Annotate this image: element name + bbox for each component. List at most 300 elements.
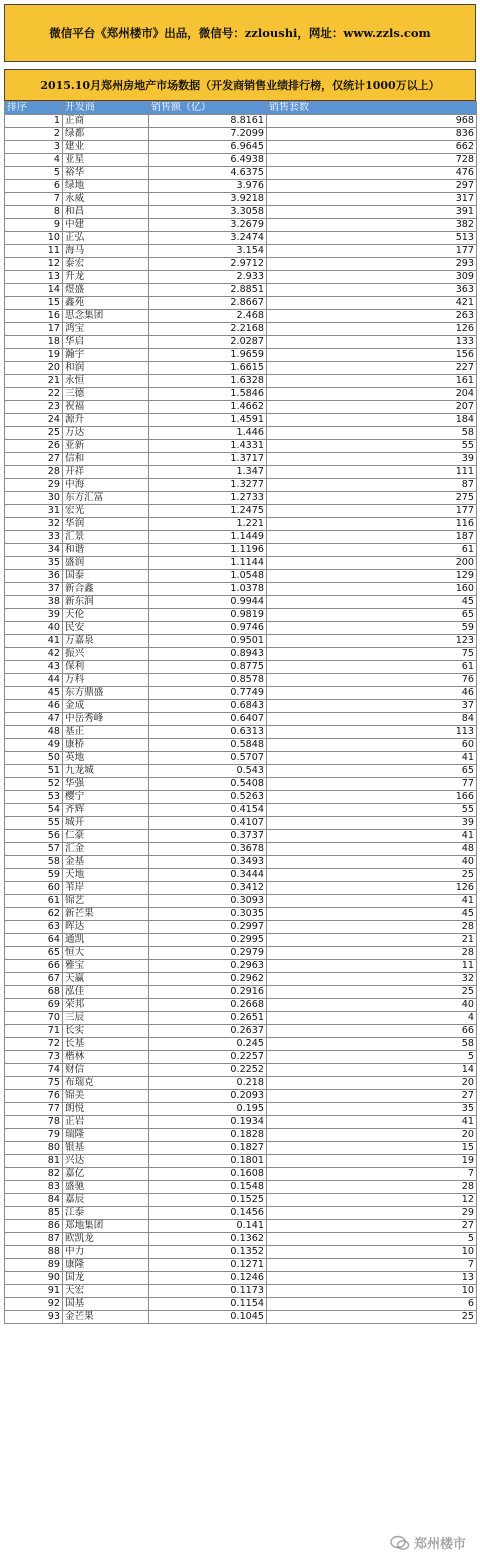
- cell-sales: 0.8943: [149, 648, 267, 661]
- table-row: [5, 466, 477, 479]
- cell-units: 58: [267, 1038, 477, 1051]
- cell-rank: 89: [5, 1259, 63, 1272]
- cell-sales: 4.6375: [149, 167, 267, 180]
- cell-developer: 泰宏: [63, 258, 149, 271]
- cell-sales: 0.9746: [149, 622, 267, 635]
- table-row: [5, 544, 477, 557]
- cell-developer: 国龙: [63, 1272, 149, 1285]
- cell-rank: 53: [5, 791, 63, 804]
- cell-developer: 民安: [63, 622, 149, 635]
- cell-sales: 3.2679: [149, 219, 267, 232]
- cell-rank: 29: [5, 479, 63, 492]
- cell-rank: 63: [5, 921, 63, 934]
- cell-units: 55: [267, 440, 477, 453]
- cell-sales: 3.2474: [149, 232, 267, 245]
- cell-sales: 0.6313: [149, 726, 267, 739]
- table-row: [5, 271, 477, 284]
- cell-sales: 3.3058: [149, 206, 267, 219]
- cell-sales: 0.9819: [149, 609, 267, 622]
- cell-sales: 0.2668: [149, 999, 267, 1012]
- cell-sales: 0.1548: [149, 1181, 267, 1194]
- cell-rank: 56: [5, 830, 63, 843]
- cell-rank: 44: [5, 674, 63, 687]
- cell-units: 421: [267, 297, 477, 310]
- table-row: [5, 570, 477, 583]
- cell-rank: 87: [5, 1233, 63, 1246]
- cell-units: 7: [267, 1168, 477, 1181]
- table-row: [5, 232, 477, 245]
- cell-developer: 东方汇富: [63, 492, 149, 505]
- cell-developer: 三德: [63, 388, 149, 401]
- cell-rank: 9: [5, 219, 63, 232]
- cell-rank: 34: [5, 544, 63, 557]
- cell-developer: 东方鼎盛: [63, 687, 149, 700]
- cell-developer: 保利: [63, 661, 149, 674]
- table-row: [5, 895, 477, 908]
- cell-rank: 21: [5, 375, 63, 388]
- cell-developer: 朗悦: [63, 1103, 149, 1116]
- cell-units: 161: [267, 375, 477, 388]
- cell-sales: 1.6328: [149, 375, 267, 388]
- cell-units: 123: [267, 635, 477, 648]
- table-row: [5, 1220, 477, 1233]
- cell-units: 40: [267, 856, 477, 869]
- cell-sales: 0.218: [149, 1077, 267, 1090]
- cell-developer: 基正: [63, 726, 149, 739]
- cell-developer: 开祥: [63, 466, 149, 479]
- cell-rank: 76: [5, 1090, 63, 1103]
- table-row: [5, 518, 477, 531]
- table-row: [5, 908, 477, 921]
- cell-units: 65: [267, 609, 477, 622]
- cell-developer: 升龙: [63, 271, 149, 284]
- cell-developer: 樱宁: [63, 791, 149, 804]
- cell-units: 187: [267, 531, 477, 544]
- cell-rank: 27: [5, 453, 63, 466]
- cell-developer: 瀚宇: [63, 349, 149, 362]
- cell-rank: 37: [5, 583, 63, 596]
- cell-sales: 2.0287: [149, 336, 267, 349]
- cell-rank: 68: [5, 986, 63, 999]
- cell-rank: 73: [5, 1051, 63, 1064]
- table-row: [5, 1155, 477, 1168]
- cell-rank: 51: [5, 765, 63, 778]
- table-row: [5, 1142, 477, 1155]
- table-row: [5, 726, 477, 739]
- table-row: [5, 1077, 477, 1090]
- cell-sales: 0.1154: [149, 1298, 267, 1311]
- cell-sales: 1.446: [149, 427, 267, 440]
- cell-developer: 城开: [63, 817, 149, 830]
- cell-rank: 22: [5, 388, 63, 401]
- cell-units: 363: [267, 284, 477, 297]
- cell-rank: 26: [5, 440, 63, 453]
- table-row: [5, 1051, 477, 1064]
- cell-developer: 英地: [63, 752, 149, 765]
- cell-units: 27: [267, 1220, 477, 1233]
- cell-rank: 7: [5, 193, 63, 206]
- cell-developer: 汇金: [63, 843, 149, 856]
- cell-developer: 源升: [63, 414, 149, 427]
- cell-rank: 10: [5, 232, 63, 245]
- table-row: [5, 388, 477, 401]
- table-row: [5, 284, 477, 297]
- cell-rank: 62: [5, 908, 63, 921]
- cell-sales: 2.8667: [149, 297, 267, 310]
- column-header-developer: 开发商: [63, 102, 149, 115]
- cell-units: 133: [267, 336, 477, 349]
- table-row: [5, 206, 477, 219]
- table-row: [5, 648, 477, 661]
- table-row: [5, 375, 477, 388]
- table-row: [5, 115, 477, 128]
- cell-rank: 20: [5, 362, 63, 375]
- cell-developer: 财信: [63, 1064, 149, 1077]
- cell-units: 116: [267, 518, 477, 531]
- cell-sales: 2.9712: [149, 258, 267, 271]
- cell-sales: 0.3444: [149, 869, 267, 882]
- cell-units: 27: [267, 1090, 477, 1103]
- cell-rank: 1: [5, 115, 63, 128]
- table-row: [5, 1103, 477, 1116]
- cell-rank: 45: [5, 687, 63, 700]
- cell-developer: 永威: [63, 193, 149, 206]
- cell-developer: 金芒果: [63, 1311, 149, 1324]
- table-row: [5, 401, 477, 414]
- cell-developer: 长基: [63, 1038, 149, 1051]
- cell-rank: 60: [5, 882, 63, 895]
- table-row: [5, 635, 477, 648]
- cell-rank: 35: [5, 557, 63, 570]
- cell-sales: 0.2963: [149, 960, 267, 973]
- cell-developer: 鸿宝: [63, 323, 149, 336]
- cell-units: 41: [267, 1116, 477, 1129]
- cell-rank: 24: [5, 414, 63, 427]
- cell-developer: 楷林: [63, 1051, 149, 1064]
- cell-developer: 万达: [63, 427, 149, 440]
- cell-rank: 91: [5, 1285, 63, 1298]
- cell-sales: 1.3717: [149, 453, 267, 466]
- cell-rank: 83: [5, 1181, 63, 1194]
- cell-sales: 0.2257: [149, 1051, 267, 1064]
- cell-rank: 58: [5, 856, 63, 869]
- cell-sales: 2.468: [149, 310, 267, 323]
- cell-developer: 嘉辰: [63, 1194, 149, 1207]
- cell-rank: 85: [5, 1207, 63, 1220]
- cell-sales: 0.1246: [149, 1272, 267, 1285]
- table-row: [5, 856, 477, 869]
- table-row: [5, 583, 477, 596]
- table-row: [5, 947, 477, 960]
- cell-rank: 3: [5, 141, 63, 154]
- cell-developer: 中力: [63, 1246, 149, 1259]
- cell-units: 61: [267, 661, 477, 674]
- cell-rank: 6: [5, 180, 63, 193]
- table-row: [5, 700, 477, 713]
- cell-sales: 0.141: [149, 1220, 267, 1233]
- table-row: [5, 492, 477, 505]
- cell-sales: 0.1173: [149, 1285, 267, 1298]
- cell-units: 41: [267, 895, 477, 908]
- cell-rank: 72: [5, 1038, 63, 1051]
- cell-developer: 海马: [63, 245, 149, 258]
- cell-sales: 0.1827: [149, 1142, 267, 1155]
- cell-units: 275: [267, 492, 477, 505]
- cell-developer: 亚星: [63, 154, 149, 167]
- cell-units: 25: [267, 869, 477, 882]
- cell-sales: 0.2252: [149, 1064, 267, 1077]
- cell-developer: 仁豪: [63, 830, 149, 843]
- cell-developer: 绿都: [63, 128, 149, 141]
- cell-developer: 嘉亿: [63, 1168, 149, 1181]
- cell-units: 61: [267, 544, 477, 557]
- cell-rank: 36: [5, 570, 63, 583]
- cell-rank: 47: [5, 713, 63, 726]
- column-header-units: 销售套数: [267, 102, 477, 115]
- cell-sales: 0.2651: [149, 1012, 267, 1025]
- table-row: [5, 596, 477, 609]
- cell-developer: 苇岸: [63, 882, 149, 895]
- cell-developer: 新东润: [63, 596, 149, 609]
- table-row: [5, 1090, 477, 1103]
- cell-rank: 78: [5, 1116, 63, 1129]
- table-row: [5, 778, 477, 791]
- cell-rank: 80: [5, 1142, 63, 1155]
- cell-sales: 1.3277: [149, 479, 267, 492]
- cell-units: 728: [267, 154, 477, 167]
- cell-units: 25: [267, 1311, 477, 1324]
- table-row: [5, 1207, 477, 1220]
- cell-rank: 92: [5, 1298, 63, 1311]
- cell-developer: 九龙城: [63, 765, 149, 778]
- cell-rank: 84: [5, 1194, 63, 1207]
- cell-sales: 1.6615: [149, 362, 267, 375]
- cell-rank: 49: [5, 739, 63, 752]
- cell-sales: 0.1828: [149, 1129, 267, 1142]
- watermark-text: 郑州楼市: [413, 1537, 466, 1552]
- cell-units: 29: [267, 1207, 477, 1220]
- cell-units: 45: [267, 596, 477, 609]
- cell-units: 60: [267, 739, 477, 752]
- cell-rank: 12: [5, 258, 63, 271]
- cell-rank: 74: [5, 1064, 63, 1077]
- table-row: [5, 609, 477, 622]
- cell-units: 48: [267, 843, 477, 856]
- cell-rank: 61: [5, 895, 63, 908]
- cell-units: 263: [267, 310, 477, 323]
- cell-rank: 71: [5, 1025, 63, 1038]
- cell-developer: 华强: [63, 778, 149, 791]
- cell-units: 177: [267, 245, 477, 258]
- cell-rank: 4: [5, 154, 63, 167]
- cell-developer: 信和: [63, 453, 149, 466]
- cell-sales: 1.4591: [149, 414, 267, 427]
- cell-sales: 0.1801: [149, 1155, 267, 1168]
- cell-sales: 0.245: [149, 1038, 267, 1051]
- cell-developer: 江泰: [63, 1207, 149, 1220]
- table-row: [5, 427, 477, 440]
- spacer: [4, 62, 476, 69]
- cell-sales: 1.0378: [149, 583, 267, 596]
- table-title: 2015.10月郑州房地产市场数据（开发商销售业绩排行榜，仅统计1000万以上）: [4, 69, 476, 101]
- cell-developer: 齐辉: [63, 804, 149, 817]
- cell-developer: 长实: [63, 1025, 149, 1038]
- table-row: [5, 1246, 477, 1259]
- cell-sales: 0.2962: [149, 973, 267, 986]
- table-row: [5, 986, 477, 999]
- cell-units: 75: [267, 648, 477, 661]
- cell-units: 21: [267, 934, 477, 947]
- table-row: [5, 479, 477, 492]
- cell-rank: 52: [5, 778, 63, 791]
- cell-sales: 0.2997: [149, 921, 267, 934]
- cell-sales: 0.1352: [149, 1246, 267, 1259]
- cell-sales: 0.5263: [149, 791, 267, 804]
- cell-units: 76: [267, 674, 477, 687]
- cell-units: 13: [267, 1272, 477, 1285]
- table-row: [5, 1233, 477, 1246]
- table-row: [5, 921, 477, 934]
- table-row: [5, 1272, 477, 1285]
- cell-developer: 中建: [63, 219, 149, 232]
- cell-units: 41: [267, 830, 477, 843]
- table-row: [5, 765, 477, 778]
- cell-units: 45: [267, 908, 477, 921]
- cell-units: 84: [267, 713, 477, 726]
- cell-sales: 1.2733: [149, 492, 267, 505]
- cell-developer: 宏光: [63, 505, 149, 518]
- cell-units: 55: [267, 804, 477, 817]
- cell-rank: 32: [5, 518, 63, 531]
- table-row: [5, 167, 477, 180]
- cell-sales: 0.4107: [149, 817, 267, 830]
- cell-units: 20: [267, 1077, 477, 1090]
- table-row: [5, 713, 477, 726]
- cell-rank: 14: [5, 284, 63, 297]
- cell-rank: 65: [5, 947, 63, 960]
- table-row: [5, 323, 477, 336]
- cell-developer: 盛驰: [63, 1181, 149, 1194]
- cell-rank: 39: [5, 609, 63, 622]
- cell-rank: 70: [5, 1012, 63, 1025]
- table-row: [5, 817, 477, 830]
- cell-sales: 0.543: [149, 765, 267, 778]
- cell-units: 10: [267, 1285, 477, 1298]
- table-row: [5, 362, 477, 375]
- cell-sales: 3.9218: [149, 193, 267, 206]
- cell-rank: 28: [5, 466, 63, 479]
- cell-units: 662: [267, 141, 477, 154]
- cell-units: 59: [267, 622, 477, 635]
- cell-units: 391: [267, 206, 477, 219]
- cell-units: 65: [267, 765, 477, 778]
- cell-sales: 0.9501: [149, 635, 267, 648]
- cell-rank: 11: [5, 245, 63, 258]
- cell-rank: 43: [5, 661, 63, 674]
- cell-rank: 55: [5, 817, 63, 830]
- cell-units: 513: [267, 232, 477, 245]
- cell-rank: 40: [5, 622, 63, 635]
- cell-units: 66: [267, 1025, 477, 1038]
- cell-rank: 48: [5, 726, 63, 739]
- cell-units: 11: [267, 960, 477, 973]
- cell-sales: 2.8851: [149, 284, 267, 297]
- table-row: [5, 869, 477, 882]
- table-row: [5, 336, 477, 349]
- cell-units: 207: [267, 401, 477, 414]
- table-row: [5, 622, 477, 635]
- cell-rank: 16: [5, 310, 63, 323]
- cell-units: 5: [267, 1051, 477, 1064]
- cell-units: 129: [267, 570, 477, 583]
- cell-units: 297: [267, 180, 477, 193]
- cell-rank: 77: [5, 1103, 63, 1116]
- cell-developer: 永恒: [63, 375, 149, 388]
- cell-sales: 0.5408: [149, 778, 267, 791]
- table-row: [5, 440, 477, 453]
- table-row: [5, 531, 477, 544]
- cell-developer: 锦美: [63, 1090, 149, 1103]
- cell-units: 204: [267, 388, 477, 401]
- table-header-row: [5, 102, 477, 115]
- table-row: [5, 804, 477, 817]
- cell-rank: 82: [5, 1168, 63, 1181]
- table-row: [5, 687, 477, 700]
- cell-sales: 7.2099: [149, 128, 267, 141]
- table-row: [5, 830, 477, 843]
- table-row: [5, 739, 477, 752]
- table-row: [5, 349, 477, 362]
- cell-units: 309: [267, 271, 477, 284]
- cell-sales: 0.3412: [149, 882, 267, 895]
- cell-developer: 振兴: [63, 648, 149, 661]
- table-row: [5, 1025, 477, 1038]
- cell-sales: 6.4938: [149, 154, 267, 167]
- cell-rank: 30: [5, 492, 63, 505]
- cell-units: 126: [267, 882, 477, 895]
- cell-sales: 0.5707: [149, 752, 267, 765]
- cell-units: 166: [267, 791, 477, 804]
- cell-units: 12: [267, 1194, 477, 1207]
- cell-rank: 69: [5, 999, 63, 1012]
- cell-sales: 2.2168: [149, 323, 267, 336]
- cell-developer: 金基: [63, 856, 149, 869]
- cell-sales: 0.3035: [149, 908, 267, 921]
- cell-sales: 0.8578: [149, 674, 267, 687]
- cell-units: 968: [267, 115, 477, 128]
- cell-rank: 25: [5, 427, 63, 440]
- cell-sales: 0.1525: [149, 1194, 267, 1207]
- cell-developer: 亚新: [63, 440, 149, 453]
- table-row: [5, 1012, 477, 1025]
- cell-developer: 泓佳: [63, 986, 149, 999]
- cell-sales: 3.154: [149, 245, 267, 258]
- cell-sales: 0.1045: [149, 1311, 267, 1324]
- cell-units: 46: [267, 687, 477, 700]
- cell-developer: 正商: [63, 115, 149, 128]
- cell-sales: 0.1362: [149, 1233, 267, 1246]
- table-row: [5, 258, 477, 271]
- cell-sales: 1.221: [149, 518, 267, 531]
- wechat-watermark: [390, 1533, 466, 1552]
- cell-sales: 0.3493: [149, 856, 267, 869]
- cell-sales: 0.3737: [149, 830, 267, 843]
- cell-units: 37: [267, 700, 477, 713]
- cell-rank: 64: [5, 934, 63, 947]
- cell-developer: 郑地集团: [63, 1220, 149, 1233]
- table-row: [5, 999, 477, 1012]
- cell-sales: 0.195: [149, 1103, 267, 1116]
